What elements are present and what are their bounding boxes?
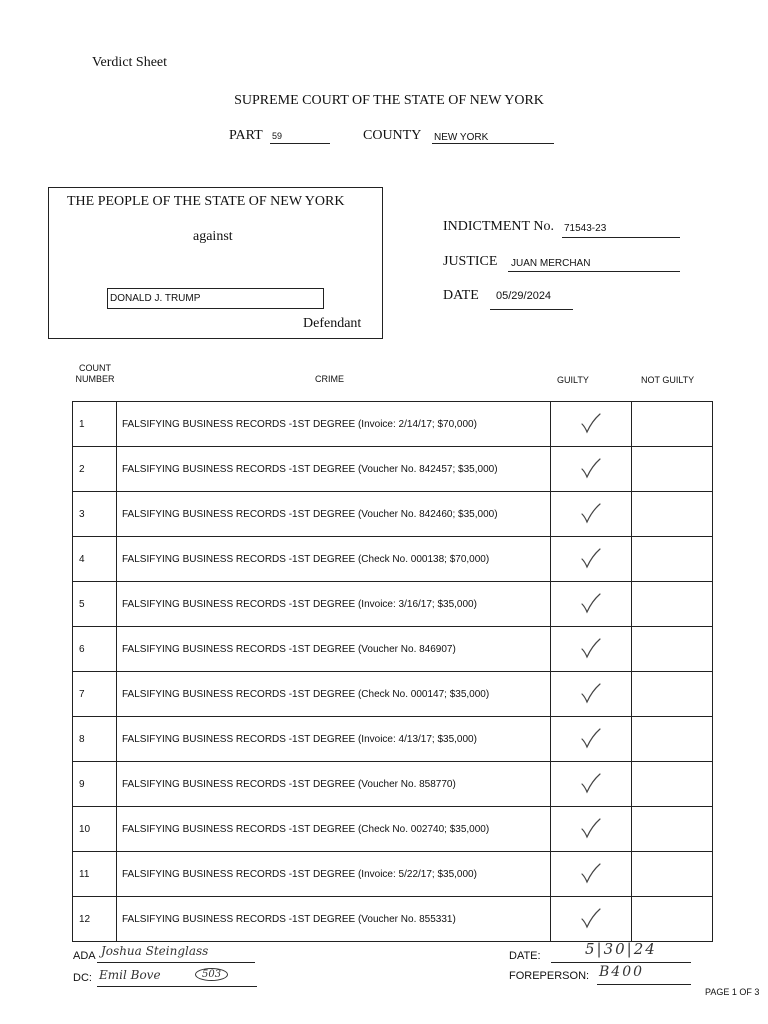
count-number: 1 [73, 402, 117, 447]
dc-field [97, 968, 257, 987]
checkmark-icon [579, 547, 603, 569]
checkmark-icon [579, 412, 603, 434]
not-guilty-cell[interactable] [632, 762, 713, 807]
part-label: PART [229, 128, 263, 143]
justice-label: JUSTICE [443, 254, 498, 269]
checkmark-icon [579, 457, 603, 479]
not-guilty-cell[interactable] [632, 447, 713, 492]
county-value: NEW YORK [434, 132, 489, 143]
people-title: THE PEOPLE OF THE STATE OF NEW YORK [67, 194, 345, 209]
count-row [73, 492, 713, 537]
not-guilty-cell[interactable] [632, 672, 713, 717]
checkmark-icon [579, 907, 603, 929]
count-row [73, 852, 713, 897]
dc-circled-number: 503 [195, 968, 228, 981]
indictment-value: 71543-23 [564, 223, 607, 234]
guilty-cell[interactable] [551, 762, 632, 807]
date-label: DATE [443, 288, 479, 303]
count-crime: FALSIFYING BUSINESS RECORDS -1ST DEGREE (Voucher No. 842460; $35,000) [117, 492, 551, 537]
defendant-name: DONALD J. TRUMP [110, 293, 201, 304]
against-label: against [193, 229, 233, 244]
not-guilty-cell[interactable] [632, 492, 713, 537]
not-guilty-cell[interactable] [632, 582, 713, 627]
count-crime: FALSIFYING BUSINESS RECORDS -1ST DEGREE (Voucher No. 858770) [117, 762, 551, 807]
count-crime: FALSIFYING BUSINESS RECORDS -1ST DEGREE (Check No. 000147; $35,000) [117, 672, 551, 717]
count-row [73, 717, 713, 762]
court-title: SUPREME COURT OF THE STATE OF NEW YORK [234, 93, 544, 108]
ada-signature: Joshua Steinglass [101, 944, 209, 958]
not-guilty-cell[interactable] [632, 852, 713, 897]
guilty-cell[interactable] [551, 807, 632, 852]
verdict-date-field [551, 942, 691, 963]
not-guilty-cell[interactable] [632, 717, 713, 762]
crime-header: CRIME [315, 374, 344, 384]
part-field [270, 128, 330, 144]
not-guilty-cell[interactable] [632, 537, 713, 582]
count-row [73, 537, 713, 582]
defendant-name-box [107, 288, 324, 309]
count-crime: FALSIFYING BUSINESS RECORDS -1ST DEGREE (Check No. 002740; $35,000) [117, 807, 551, 852]
foreperson-label: FOREPERSON: [509, 970, 590, 982]
count-number: 4 [73, 537, 117, 582]
count-row [73, 402, 713, 447]
count-row [73, 447, 713, 492]
checkmark-icon [579, 772, 603, 794]
checkmark-icon [579, 592, 603, 614]
date-value: 05/29/2024 [496, 290, 552, 302]
justice-field [508, 256, 680, 272]
ada-field [97, 944, 255, 963]
checkmark-icon [579, 817, 603, 839]
page-number: PAGE 1 OF 3 [705, 987, 760, 997]
checkmark-icon [579, 727, 603, 749]
not-guilty-header: NOT GUILTY [641, 375, 695, 385]
not-guilty-cell[interactable] [632, 897, 713, 942]
count-number: 3 [73, 492, 117, 537]
not-guilty-cell[interactable] [632, 402, 713, 447]
county-field [432, 128, 554, 144]
justice-value: JUAN MERCHAN [511, 258, 591, 269]
guilty-header: GUILTY [557, 375, 589, 385]
doc-label: Verdict Sheet [92, 55, 168, 70]
indictment-label: INDICTMENT No. [443, 219, 554, 234]
guilty-cell[interactable] [551, 897, 632, 942]
dc-signature: Emil Bove [99, 968, 161, 982]
guilty-cell[interactable] [551, 582, 632, 627]
foreperson-field [597, 966, 691, 985]
count-crime: FALSIFYING BUSINESS RECORDS -1ST DEGREE (Voucher No. 855331) [117, 897, 551, 942]
count-number: 7 [73, 672, 117, 717]
count-row [73, 627, 713, 672]
verdict-date-label: DATE: [509, 950, 541, 962]
part-value: 59 [272, 131, 283, 141]
guilty-cell[interactable] [551, 717, 632, 762]
count-number: 8 [73, 717, 117, 762]
guilty-cell[interactable] [551, 627, 632, 672]
guilty-cell[interactable] [551, 402, 632, 447]
count-row [73, 672, 713, 717]
indictment-field [562, 220, 680, 238]
counts-table [72, 401, 713, 942]
count-number-header: COUNT NUMBER [75, 363, 115, 384]
count-row [73, 762, 713, 807]
guilty-cell[interactable] [551, 492, 632, 537]
count-crime: FALSIFYING BUSINESS RECORDS -1ST DEGREE (Invoice: 5/22/17; $35,000) [117, 852, 551, 897]
count-number: 12 [73, 897, 117, 942]
ada-label: ADA [73, 950, 96, 962]
guilty-cell[interactable] [551, 447, 632, 492]
count-crime: FALSIFYING BUSINESS RECORDS -1ST DEGREE (Check No. 000138; $70,000) [117, 537, 551, 582]
count-row [73, 582, 713, 627]
checkmark-icon [579, 502, 603, 524]
checkmark-icon [579, 682, 603, 704]
count-crime: FALSIFYING BUSINESS RECORDS -1ST DEGREE (Invoice: 3/16/17; $35,000) [117, 582, 551, 627]
count-number: 11 [73, 852, 117, 897]
not-guilty-cell[interactable] [632, 807, 713, 852]
guilty-cell[interactable] [551, 672, 632, 717]
count-number: 6 [73, 627, 117, 672]
count-crime: FALSIFYING BUSINESS RECORDS -1ST DEGREE (Invoice: 2/14/17; $70,000) [117, 402, 551, 447]
count-number: 10 [73, 807, 117, 852]
verdict-date-value: 5|30|24 [585, 940, 657, 958]
count-row [73, 807, 713, 852]
count-row [73, 897, 713, 942]
guilty-cell[interactable] [551, 537, 632, 582]
date-field [490, 289, 573, 310]
count-number: 2 [73, 447, 117, 492]
checkmark-icon [579, 862, 603, 884]
caption-box [48, 187, 383, 339]
county-label: COUNTY [363, 128, 422, 143]
count-crime: FALSIFYING BUSINESS RECORDS -1ST DEGREE (Invoice: 4/13/17; $35,000) [117, 717, 551, 762]
guilty-cell[interactable] [551, 852, 632, 897]
count-crime: FALSIFYING BUSINESS RECORDS -1ST DEGREE (Voucher No. 842457; $35,000) [117, 447, 551, 492]
defendant-label: Defendant [303, 316, 362, 331]
count-number: 5 [73, 582, 117, 627]
count-number: 9 [73, 762, 117, 807]
foreperson-value: B400 [599, 964, 645, 980]
dc-label: DC: [73, 972, 92, 984]
not-guilty-cell[interactable] [632, 627, 713, 672]
count-crime: FALSIFYING BUSINESS RECORDS -1ST DEGREE (Voucher No. 846907) [117, 627, 551, 672]
checkmark-icon [579, 637, 603, 659]
